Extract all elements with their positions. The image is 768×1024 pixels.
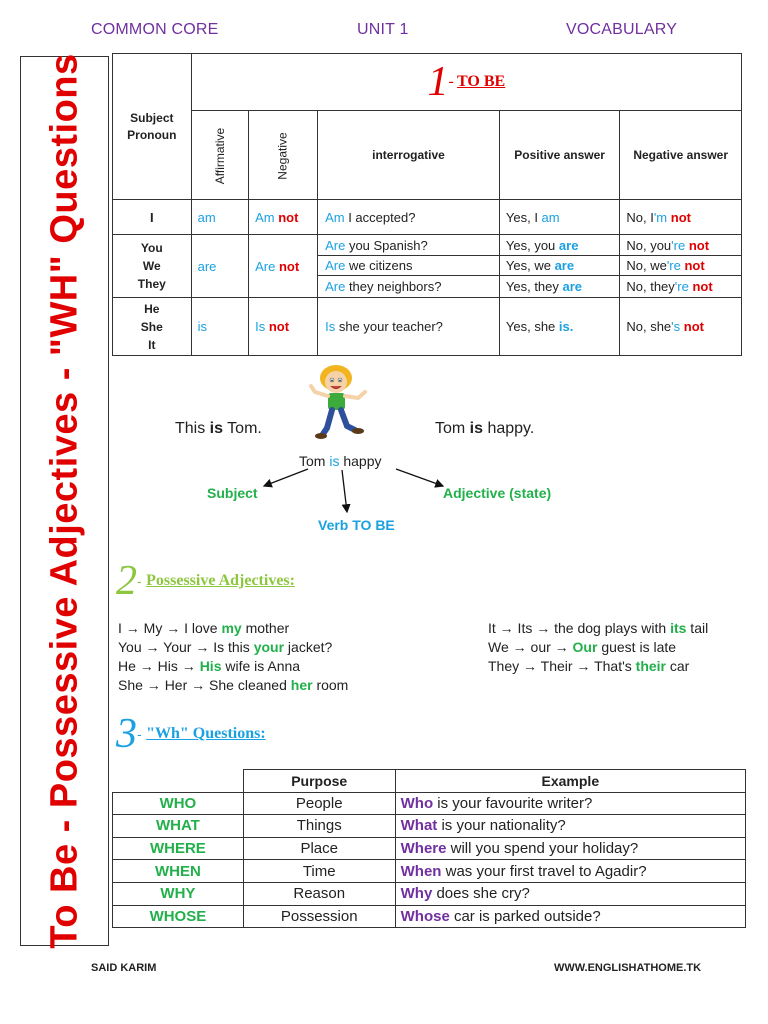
wh-title: 3- "Wh" Questions: xyxy=(116,711,266,757)
section-number-1: 1 xyxy=(427,59,449,105)
table-row: WHY Reason Why does she cry? xyxy=(113,882,746,905)
affirmative-header: Affirmative xyxy=(191,111,248,200)
example-arrows xyxy=(250,462,450,522)
subject-pronoun-header: Subject Pronoun xyxy=(113,54,192,200)
footer-website: WWW.ENGLISHATHOME.TK xyxy=(554,962,702,974)
vertical-title-box xyxy=(20,53,109,949)
to-be-title-text: TO BE xyxy=(457,73,506,90)
example-this-is-tom: This is Tom. xyxy=(175,420,262,437)
wh-questions-table xyxy=(112,769,746,928)
table-row: I am Am not Am I accepted? Yes, I am No, I'm not xyxy=(113,200,742,235)
table-row: Are they neighbors? Yes, they are No, they're not xyxy=(113,276,742,298)
list-item: We → our → Our guest is late xyxy=(488,639,677,655)
interrogative-header: interrogative xyxy=(318,111,500,200)
header-common-core: COMMON CORE xyxy=(91,21,219,38)
list-item: You → Your → Is this your jacket? xyxy=(118,639,333,655)
negative-answer-header: Negative answer xyxy=(620,111,742,200)
table-row: WHAT Things What is your nationality? xyxy=(113,815,746,838)
example-tom-is-happy: Tom is happy. xyxy=(435,420,535,437)
table-row: WHERE Place Where will you spend your holiday? xyxy=(113,837,746,860)
to-be-table xyxy=(112,53,742,356)
list-item: He → His → His wife is Anna xyxy=(118,658,301,674)
table-header-row: Purpose Example xyxy=(113,770,746,793)
possessive-list-right xyxy=(488,619,708,676)
table-row: WHO People Who is your favourite writer? xyxy=(113,792,746,815)
example-center-sentence: Tom is happy xyxy=(299,453,382,469)
header-unit: UNIT 1 xyxy=(357,21,409,38)
vertical-title: To Be - Possessive Adjectives - "WH" Questions xyxy=(43,53,85,949)
label-adjective: Adjective (state) xyxy=(443,485,552,501)
table-row: You We They are Are not Are you Spanish? Yes, you are No, you're not xyxy=(113,235,742,256)
header-vocabulary: VOCABULARY xyxy=(566,21,678,38)
table-row: Are we citizens Yes, we are No, we're not xyxy=(113,256,742,276)
list-item: They → Their → That's their car xyxy=(488,658,690,674)
footer-author: SAID KARIM xyxy=(91,962,157,974)
positive-answer-header: Positive answer xyxy=(499,111,619,200)
possessive-list-left xyxy=(118,619,348,695)
table-row: WHEN Time When was your first travel to Agadir? xyxy=(113,860,746,883)
list-item: I → My → I love my mother xyxy=(118,620,290,636)
table-row: He She It is Is not Is she your teacher? Yes, she is. No, she's not xyxy=(113,298,742,356)
label-subject: Subject xyxy=(207,485,258,501)
to-be-title: 1- TO BE xyxy=(191,54,741,111)
list-item: It → Its → the dog plays with its tail xyxy=(488,620,709,636)
boy-illustration xyxy=(303,362,373,442)
negative-header: Negative xyxy=(249,111,318,200)
list-item: She → Her → She cleaned her room xyxy=(118,677,349,693)
label-verb-to-be: Verb TO BE xyxy=(318,517,395,533)
table-row: WHOSE Possession Whose car is parked outside? xyxy=(113,905,746,928)
possessive-title: 2- Possessive Adjectives: xyxy=(116,558,295,604)
